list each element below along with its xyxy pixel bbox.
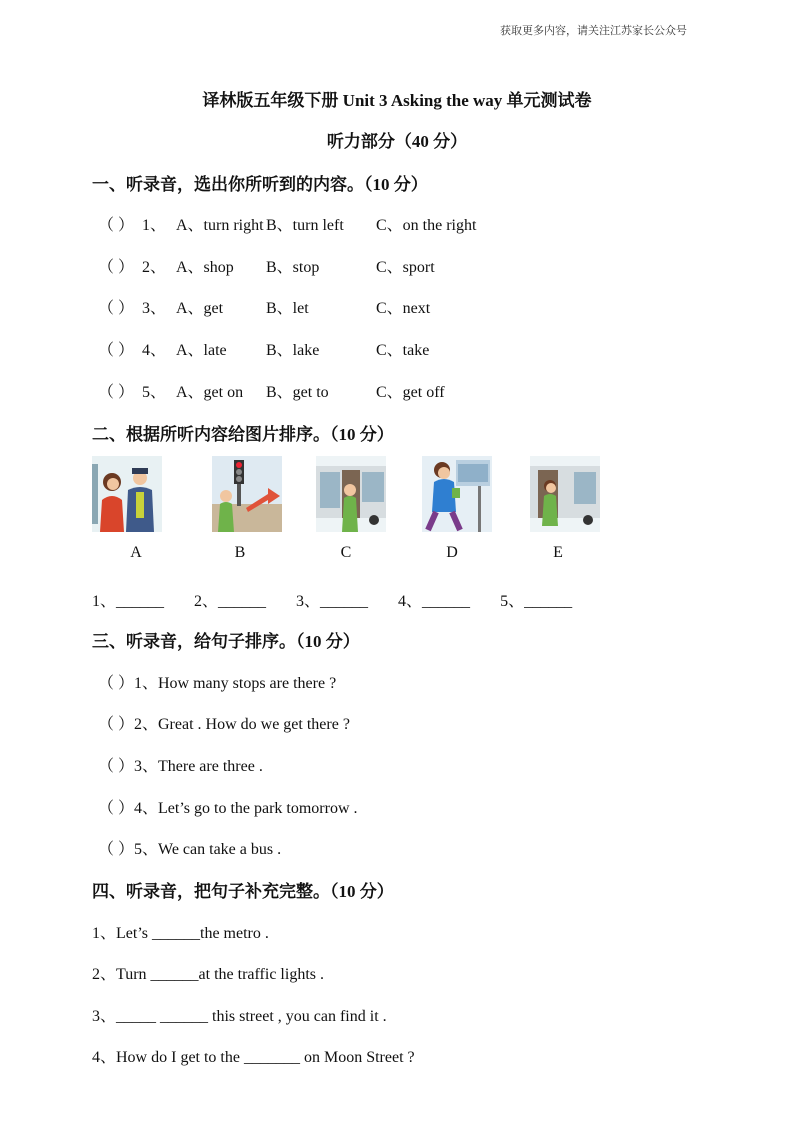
question-number: 4、 (142, 342, 167, 359)
choice-question-row (98, 254, 435, 277)
fill-blank-item[interactable]: 1、Let’s ______the metro . (92, 925, 269, 942)
order-blank[interactable]: 2、______ (194, 593, 267, 610)
fill-blank-item[interactable]: 4、How do I get to the _______ on Moon Street ? (92, 1049, 415, 1066)
option-a[interactable]: A、turn right (176, 217, 264, 234)
choice-question-row (98, 212, 476, 235)
choice-question-row (98, 379, 445, 402)
order-blank[interactable]: 4、______ (398, 593, 471, 610)
picture-d-girl-walking (422, 456, 492, 532)
answer-paren[interactable]: （ ） (98, 259, 135, 276)
order-blank[interactable]: 3、______ (296, 593, 369, 610)
question-number: 1、 (142, 217, 167, 234)
option-c[interactable]: C、sport (376, 259, 435, 276)
sentence-order-item[interactable]: （ ）3、There are three . (98, 758, 263, 775)
picture-label-e: E (553, 544, 563, 561)
header-note: 获取更多内容，请关注江苏家长公众号 (500, 25, 687, 37)
choice-question-row (98, 295, 430, 318)
picture-label-b: B (234, 544, 246, 561)
picture-label-a: A (130, 544, 142, 561)
fill-blank-item[interactable]: 2、Turn ______at the traffic lights . (92, 966, 324, 983)
sentence-order-item[interactable]: （ ）2、Great . How do we get there ? (98, 716, 350, 733)
picture-b-traffic-light (212, 456, 282, 532)
picture-label-c: C (340, 544, 352, 561)
picture-order-row (92, 588, 598, 611)
order-blank[interactable]: 5、______ (500, 593, 573, 610)
option-a[interactable]: A、get (176, 300, 224, 317)
section3-title: 三、听录音，给句子排序。（10 分） (92, 632, 360, 651)
picture-c-getting-on-bus (316, 456, 386, 532)
answer-paren[interactable]: （ ） (98, 384, 135, 401)
fill-blank-item[interactable]: 3、_____ ______ this street , you can find it . (92, 1008, 387, 1025)
choice-question-row (98, 337, 429, 360)
order-blank[interactable]: 1、______ (92, 593, 165, 610)
question-number: 2、 (142, 259, 167, 276)
option-b[interactable]: B、get to (266, 384, 329, 401)
document-subtitle: 听力部分（40 分） (326, 132, 468, 151)
option-b[interactable]: B、turn left (266, 217, 344, 234)
option-b[interactable]: B、stop (266, 259, 320, 276)
option-a[interactable]: A、get on (176, 384, 244, 401)
section1-title: 一、听录音，选出你所听到的内容。（10 分） (92, 175, 428, 194)
option-c[interactable]: C、take (376, 342, 430, 359)
option-a[interactable]: A、shop (176, 259, 234, 276)
option-b[interactable]: B、lake (266, 342, 320, 359)
answer-paren[interactable]: （ ） (98, 300, 135, 317)
section2-title: 二、根据所听内容给图片排序。（10 分） (92, 425, 394, 444)
picture-label-d: D (446, 544, 458, 561)
sentence-order-item[interactable]: （ ）1、How many stops are there ? (98, 675, 337, 692)
sentence-order-item[interactable]: （ ）4、Let’s go to the park tomorrow . (98, 800, 358, 817)
document-title: 译林版五年级下册 Unit 3 Asking the way 单元测试卷 (202, 91, 592, 110)
answer-paren[interactable]: （ ） (98, 342, 135, 359)
section4-title: 四、听录音，把句子补充完整。（10 分） (92, 882, 394, 901)
picture-e-getting-off-bus (530, 456, 600, 532)
option-c[interactable]: C、on the right (376, 217, 477, 234)
option-b[interactable]: B、let (266, 300, 309, 317)
option-a[interactable]: A、late (176, 342, 227, 359)
option-c[interactable]: C、get off (376, 384, 445, 401)
picture-a-woman-and-police (92, 456, 162, 532)
question-number: 5、 (142, 384, 167, 401)
question-number: 3、 (142, 300, 167, 317)
sentence-order-item[interactable]: （ ）5、We can take a bus . (98, 841, 282, 858)
option-c[interactable]: C、next (376, 300, 431, 317)
answer-paren[interactable]: （ ） (98, 217, 135, 234)
